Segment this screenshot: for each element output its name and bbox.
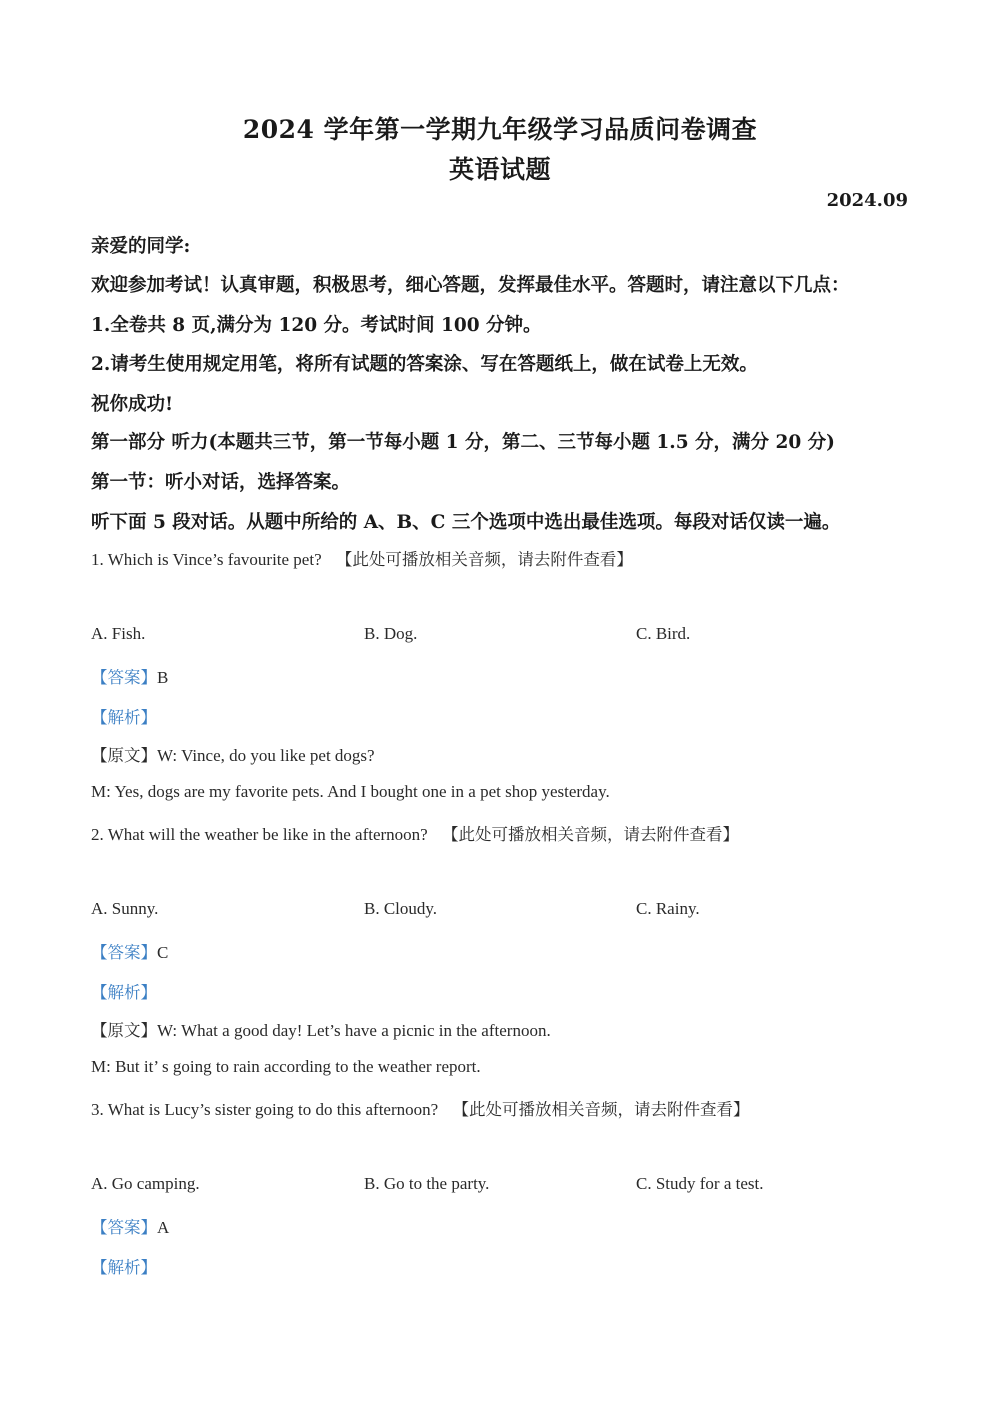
section-instruction: 听下面 5 段对话。从题中所给的 A、B、C 三个选项中选出最佳选项。每段对话仅读一遍。 — [91, 512, 841, 533]
analysis-tag: 【解析】 — [91, 1258, 157, 1277]
welcome-text: 欢迎参加考试！认真审题，积极思考，细心答题，发挥最佳水平。答题时，请注意以下几点： — [91, 275, 850, 296]
question-3-option-c: C. Study for a test. — [636, 1174, 764, 1193]
question-2-answer-line — [91, 939, 168, 963]
original-tag: 【原文】 — [91, 746, 157, 765]
answer-tag: 【答案】 — [91, 943, 157, 962]
question-2-original-m: M: But it’ s going to rain according to the weather report. — [91, 1057, 481, 1076]
question-3-answer-line — [91, 1214, 169, 1238]
analysis-tag: 【解析】 — [91, 983, 157, 1002]
section-1-heading: 第一节：听小对话，选择答案。 — [91, 472, 351, 493]
audio-note: 【此处可播放相关音频，请去附件查看】 — [441, 825, 739, 844]
question-1-original-w: W: Vince, do you like pet dogs? — [157, 746, 375, 765]
question-2-option-b: B. Cloudy. — [364, 899, 438, 918]
analysis-tag: 【解析】 — [91, 708, 157, 727]
question-1-analysis-line — [91, 704, 157, 728]
exam-date: 2024.09 — [826, 190, 908, 211]
greeting: 亲爱的同学: — [91, 236, 191, 257]
question-3-option-b: B. Go to the party. — [364, 1174, 490, 1193]
question-2-option-c: C. Rainy. — [636, 899, 700, 918]
answer-tag: 【答案】 — [91, 668, 157, 687]
question-3-option-a: A. Go camping. — [91, 1174, 200, 1193]
question-1-option-b: B. Dog. — [364, 624, 418, 643]
audio-note: 【此处可播放相关音频，请去附件查看】 — [452, 1100, 750, 1119]
question-2-answer: C — [157, 943, 169, 962]
question-3-answer: A — [157, 1218, 170, 1237]
answer-tag: 【答案】 — [91, 1218, 157, 1237]
question-1-original-m: M: Yes, dogs are my favorite pets. And I bought one in a pet shop yesterday. — [91, 782, 610, 801]
wish-text: 祝你成功! — [91, 394, 174, 415]
exam-title: 2024 学年第一学期九年级学习品质问卷调查 — [242, 115, 758, 144]
audio-note: 【此处可播放相关音频，请去附件查看】 — [335, 550, 633, 569]
question-1-stem-line — [91, 546, 633, 570]
question-2-analysis-line — [91, 979, 157, 1003]
question-1-stem: 1. Which is Vince’s favourite pet? — [91, 550, 322, 569]
note-2: 2.请考生使用规定用笔，将所有试题的答案涂、写在答题纸上，做在试卷上无效。 — [91, 354, 758, 375]
question-3-stem-line — [91, 1096, 749, 1120]
part-1-heading: 第一部分 听力(本题共三节，第一节每小题 1 分，第二、三节每小题 1.5 分，满分 20 分) — [91, 432, 835, 453]
question-2-original-w-line — [91, 1017, 551, 1041]
question-1-option-a: A. Fish. — [91, 624, 146, 643]
question-2-stem: 2. What will the weather be like in the afternoon? — [91, 825, 428, 844]
question-3-stem: 3. What is Lucy’s sister going to do this afternoon? — [91, 1100, 439, 1119]
note-1: 1.全卷共 8 页,满分为 120 分。考试时间 100 分钟。 — [91, 315, 542, 336]
question-2-original-w: W: What a good day! Let’s have a picnic in the afternoon. — [157, 1021, 551, 1040]
question-3-analysis-line — [91, 1254, 157, 1278]
question-2-option-a: A. Sunny. — [91, 899, 159, 918]
question-1-answer-line — [91, 664, 168, 688]
question-2-stem-line — [91, 821, 739, 845]
question-1-option-c: C. Bird. — [636, 624, 691, 643]
question-1-answer: B — [157, 668, 169, 687]
question-1-original-w-line — [91, 742, 375, 766]
original-tag: 【原文】 — [91, 1021, 157, 1040]
exam-subject: 英语试题 — [448, 155, 551, 184]
